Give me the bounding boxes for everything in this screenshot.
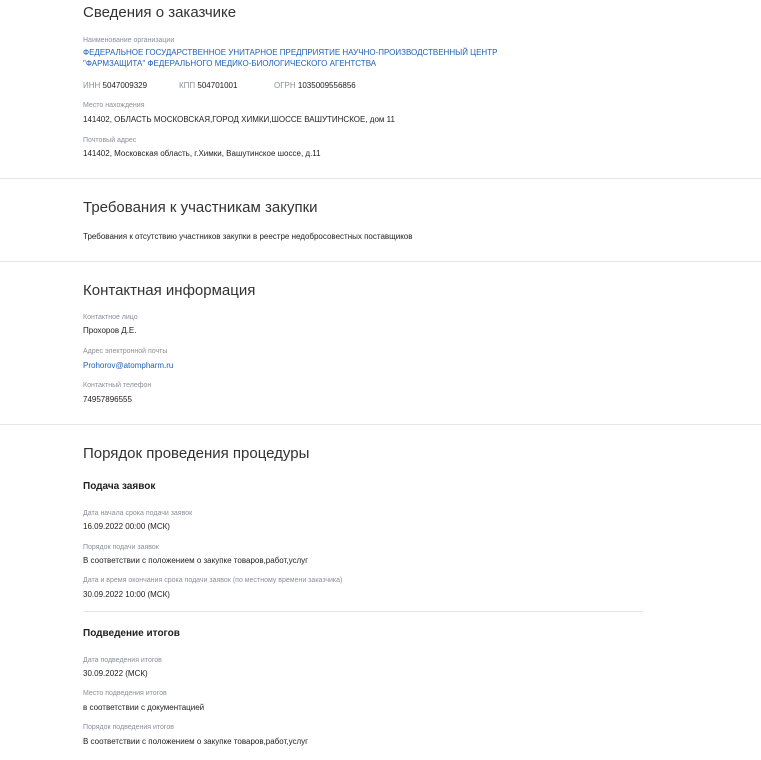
ogrn-label: ОГРН — [274, 81, 296, 90]
phone-value: 74957896555 — [83, 395, 132, 404]
ogrn-field — [274, 81, 356, 90]
section-divider — [0, 178, 761, 179]
contact-person-label: Контактное лицо — [83, 314, 138, 321]
email-label: Адрес электронной почты — [83, 348, 168, 355]
inn-label: ИНН — [83, 81, 101, 90]
org-name-label: Наименование организации — [83, 37, 175, 44]
contact-person-value: Прохоров Д.Е. — [83, 326, 137, 335]
results-date-label: Дата подведения итогов — [83, 657, 162, 664]
submission-end-label: Дата и время окончания срока подачи заявок (по местному времени заказчика) — [83, 577, 343, 584]
phone-label: Контактный телефон — [83, 382, 152, 389]
submission-end-value: 30.09.2022 10:00 (МСК) — [83, 590, 170, 599]
results-place-label: Место подведения итогов — [83, 690, 167, 697]
results-order-label: Порядок подведения итогов — [83, 724, 174, 731]
procedure-title: Порядок проведения процедуры — [83, 445, 310, 462]
contacts-title: Контактная информация — [83, 282, 256, 299]
submission-order-value: В соответствии с положением о закупке товаров,работ,услуг — [83, 556, 309, 565]
results-place-value: в соответствии с документацией — [83, 703, 205, 712]
results-title: Подведение итогов — [83, 628, 180, 639]
postal-label: Почтовый адрес — [83, 137, 137, 144]
org-name-line1[interactable]: ФЕДЕРАЛЬНОЕ ГОСУДАРСТВЕННОЕ УНИТАРНОЕ ПРЕДПРИЯТИЕ НАУЧНО-ПРОИЗВОДСТВЕННЫЙ ЦЕНТР — [83, 48, 498, 57]
ogrn-value: 1035009556856 — [297, 81, 356, 90]
results-date-value: 30.09.2022 (МСК) — [83, 669, 148, 678]
submission-start-value: 16.09.2022 00:00 (МСК) — [83, 522, 170, 531]
location-value: 141402, ОБЛАСТЬ МОСКОВСКАЯ,ГОРОД ХИМКИ,ШОССЕ ВАШУТИНСКОЕ, дом 11 — [83, 115, 395, 124]
email-link[interactable]: Prohorov@atompharm.ru — [83, 361, 174, 370]
org-name-line2[interactable]: "ФАРМЗАЩИТА" ФЕДЕРАЛЬНОГО МЕДИКО-БИОЛОГИЧЕСКОГО АГЕНТСТВА — [83, 59, 377, 68]
submission-order-label: Порядок подачи заявок — [83, 544, 159, 551]
subsection-divider — [83, 611, 643, 612]
section-divider — [0, 261, 761, 262]
requirements-title: Требования к участникам закупки — [83, 199, 318, 216]
submission-title: Подача заявок — [83, 481, 156, 492]
section-divider — [0, 424, 761, 425]
kpp-label: КПП — [179, 81, 196, 90]
customer-title: Сведения о заказчике — [83, 4, 237, 21]
kpp-field — [179, 81, 237, 90]
submission-start-label: Дата начала срока подачи заявок — [83, 510, 193, 517]
location-label: Место нахождения — [83, 102, 145, 109]
results-order-value: В соответствии с положением о закупке товаров,работ,услуг — [83, 737, 309, 746]
postal-value: 141402, Московская область, г.Химки, Вашутинское шоссе, д.11 — [83, 149, 321, 158]
inn-value: 5047009329 — [102, 81, 148, 90]
kpp-value: 504701001 — [197, 81, 238, 90]
requirements-text: Требования к отсутствию участников закупки в реестре недобросовестных поставщиков — [83, 232, 413, 241]
inn-field — [83, 81, 147, 90]
